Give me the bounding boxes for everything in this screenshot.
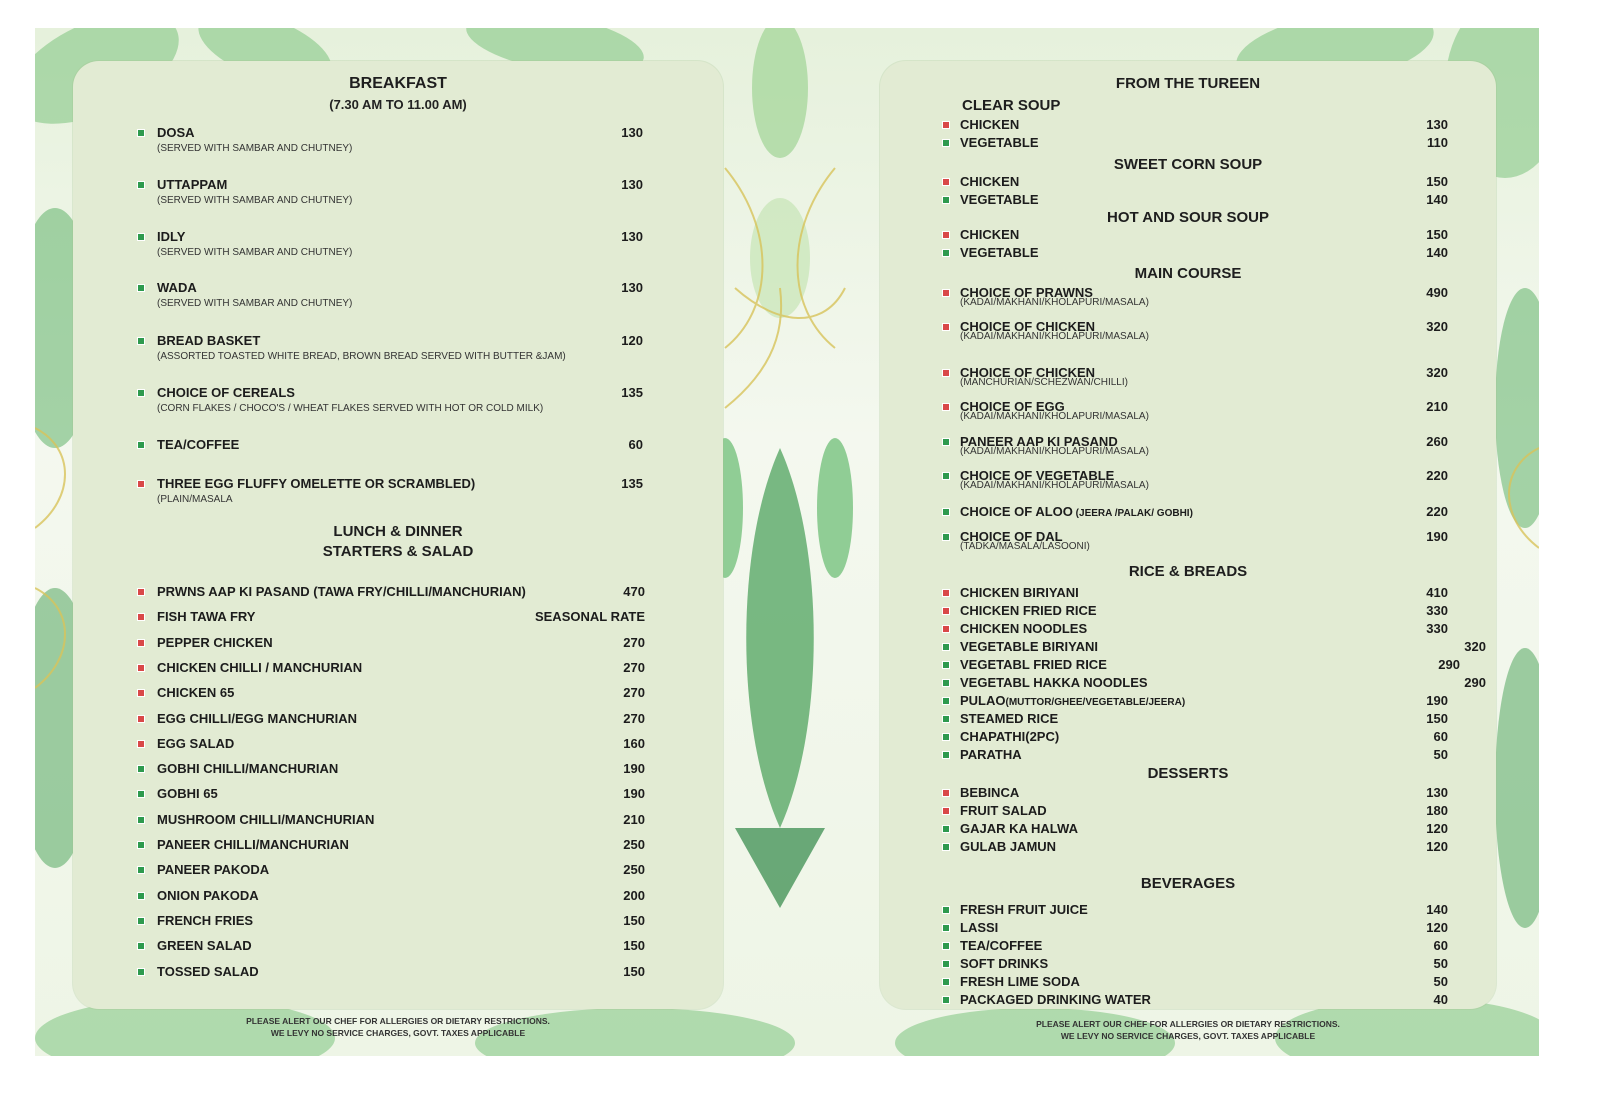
item-name: CHOICE OF CHICKEN [960, 319, 1096, 334]
veg-indicator-icon [942, 533, 950, 541]
lunch-dinner-title: LUNCH & DINNER [333, 523, 463, 540]
non-veg-indicator-icon [942, 589, 950, 597]
item-name: EGG SALAD [157, 735, 235, 751]
veg-indicator-icon [137, 337, 145, 345]
veg-indicator-icon [137, 765, 145, 773]
item-name: DOSA [157, 125, 195, 140]
item-name: CHOICE OF ALOO (JEERA /PALAK/ GOBHI) [960, 504, 1193, 519]
item-name: CHOICE OF PRAWNS [960, 285, 1093, 300]
item-name: SOFT DRINKS [960, 956, 1049, 971]
item-price: 150 [1426, 174, 1448, 189]
veg-indicator-icon [942, 697, 950, 705]
non-veg-indicator-icon [942, 369, 950, 377]
veg-indicator-icon [942, 715, 950, 723]
veg-indicator-icon [137, 181, 145, 189]
item-name: EGG CHILLI/EGG MANCHURIAN [157, 710, 358, 726]
veg-indicator-icon [942, 196, 950, 204]
item-name: PANEER CHILLI/MANCHURIAN [157, 837, 349, 852]
item-price: 140 [1426, 245, 1448, 260]
item-price: 320 [1464, 639, 1486, 654]
item-name: BEBINCA [960, 785, 1020, 800]
veg-indicator-icon [942, 996, 950, 1004]
item-name: STEAMED RICE [960, 711, 1059, 726]
item-price: 110 [1427, 135, 1448, 150]
item-price: 135 [621, 385, 643, 400]
left-footer-allergy-note: PLEASE ALERT OUR CHEF FOR ALLERGIES OR DIETARY RESTRICTIONS. [246, 1016, 550, 1026]
item-price: 250 [623, 837, 645, 852]
item-description: (PLAIN/MASALA [157, 494, 233, 505]
item-name: PEPPER CHICKEN [157, 634, 273, 650]
beverages-title: BEVERAGES [1140, 875, 1236, 892]
veg-indicator-icon [137, 841, 145, 849]
item-price: 135 [621, 476, 643, 491]
item-price: 130 [1426, 117, 1448, 132]
veg-indicator-icon [942, 843, 950, 851]
item-description: (MANCHURIAN/SCHEZWAN/CHILLI) [960, 377, 1128, 388]
item-name: TEA/COFFEE [960, 938, 1043, 953]
veg-indicator-icon [137, 866, 145, 874]
item-description: (SERVED WITH SAMBAR AND CHUTNEY) [157, 195, 353, 206]
item-price: 150 [1426, 227, 1448, 242]
item-description: (KADAI/MAKHANI/KHOLAPURI/MASALA) [960, 411, 1149, 422]
item-price: 190 [1426, 529, 1448, 544]
item-price: 270 [623, 659, 645, 675]
non-veg-indicator-icon [942, 789, 950, 797]
non-veg-indicator-icon [942, 289, 950, 297]
item-name: TEA/COFFEE [157, 437, 240, 452]
left-menu-panel [73, 61, 723, 1009]
item-price: 210 [623, 811, 645, 827]
item-description: (SERVED WITH SAMBAR AND CHUTNEY) [157, 247, 353, 258]
item-price: 180 [1426, 803, 1448, 818]
hot-sour-soup-title: HOT AND SOUR SOUP [1107, 209, 1269, 226]
veg-indicator-icon [137, 942, 145, 950]
item-price: 40 [1433, 992, 1448, 1007]
item-price: 50 [1433, 747, 1448, 762]
veg-indicator-icon [137, 968, 145, 976]
veg-indicator-icon [942, 978, 950, 986]
item-name: PACKAGED DRINKING WATER [960, 992, 1151, 1007]
item-name: CHOICE OF DAL [960, 529, 1063, 544]
item-price: 140 [1426, 192, 1448, 207]
item-name: ONION PAKODA [157, 887, 259, 903]
item-name: LASSI [960, 920, 999, 935]
item-name: FRENCH FRIES [157, 912, 254, 928]
non-veg-indicator-icon [942, 178, 950, 186]
item-description: (KADAI/MAKHANI/KHOLAPURI/MASALA) [960, 480, 1149, 491]
item-price: 140 [1426, 902, 1448, 917]
item-name: VEGETABLE [960, 192, 1039, 207]
non-veg-indicator-icon [942, 807, 950, 815]
item-name: PULAO(MUTTOR/GHEE/VEGETABLE/JEERA) [960, 693, 1186, 708]
item-name: GAJAR KA HALWA [960, 821, 1078, 836]
veg-indicator-icon [942, 906, 950, 914]
item-name: MUSHROOM CHILLI/MANCHURIAN [157, 811, 375, 827]
veg-indicator-icon [137, 917, 145, 925]
item-name: TOSSED SALAD [157, 963, 259, 979]
item-price: 120 [621, 333, 643, 348]
item-name: UTTAPPAM [157, 177, 228, 192]
item-price: 150 [623, 912, 645, 928]
item-description: (KADAI/MAKHANI/KHOLAPURI/MASALA) [960, 446, 1149, 457]
item-name: CHICKEN [960, 117, 1020, 132]
item-description: (TADKA/MASALA/LASOONI) [960, 541, 1090, 552]
item-description: (KADAI/MAKHANI/KHOLAPURI/MASALA) [960, 297, 1149, 308]
item-price: SEASONAL RATE [534, 609, 645, 625]
item-price: 200 [623, 887, 645, 903]
item-price: 320 [1426, 319, 1448, 334]
non-veg-indicator-icon [137, 715, 145, 723]
item-price: 330 [1426, 621, 1448, 636]
item-name: CHAPATHI(2PC) [960, 729, 1060, 744]
item-price: 290 [1438, 657, 1460, 672]
item-price: 220 [1426, 468, 1448, 483]
item-name: THREE EGG FLUFFY OMELETTE OR SCRAMBLED) [157, 476, 476, 491]
item-name: FRESH LIME SODA [960, 974, 1080, 989]
item-name: BREAD BASKET [157, 333, 261, 348]
item-name: FRESH FRUIT JUICE [960, 902, 1088, 917]
right-footer-tax-note: WE LEVY NO SERVICE CHARGES, GOVT. TAXES APPLICABLE [1060, 1031, 1316, 1041]
veg-indicator-icon [137, 892, 145, 900]
item-description: (SERVED WITH SAMBAR AND CHUTNEY) [157, 298, 353, 309]
item-price: 120 [1426, 821, 1448, 836]
item-price: 210 [1426, 399, 1448, 414]
non-veg-indicator-icon [942, 403, 950, 411]
non-veg-indicator-icon [942, 607, 950, 615]
item-price: 160 [623, 735, 645, 751]
item-name: CHOICE OF EGG [960, 399, 1065, 414]
veg-indicator-icon [942, 139, 950, 147]
item-price: 50 [1433, 956, 1448, 971]
item-name: GOBHI 65 [157, 786, 218, 802]
starters-salad-title: STARTERS & SALAD [322, 543, 474, 560]
rice-breads-title: RICE & BREADS [1128, 563, 1248, 580]
item-name: IDLY [157, 229, 186, 244]
veg-indicator-icon [137, 389, 145, 397]
item-price: 270 [623, 634, 645, 650]
item-price: 270 [623, 685, 645, 701]
main-course-title: MAIN COURSE [1134, 265, 1242, 282]
item-name: CHICKEN CHILLI / MANCHURIAN [157, 659, 363, 675]
veg-indicator-icon [137, 129, 145, 137]
item-price: 50 [1433, 974, 1448, 989]
item-description: (KADAI/MAKHANI/KHOLAPURI/MASALA) [960, 331, 1149, 342]
non-veg-indicator-icon [137, 613, 145, 621]
veg-indicator-icon [942, 661, 950, 669]
item-price: 330 [1426, 603, 1448, 618]
breakfast-title: BREAKFAST [349, 75, 447, 92]
item-name: CHICKEN FRIED RICE [960, 603, 1097, 618]
item-description: (CORN FLAKES / CHOCO'S / WHEAT FLAKES SERVED WITH HOT OR COLD MILK) [157, 403, 544, 414]
item-price: 60 [1433, 729, 1448, 744]
item-description: (ASSORTED TOASTED WHITE BREAD, BROWN BREAD SERVED WITH BUTTER &JAM) [157, 351, 566, 362]
breakfast-hours: (7.30 AM TO 11.00 AM) [329, 97, 467, 112]
item-price: 130 [1426, 785, 1448, 800]
non-veg-indicator-icon [942, 231, 950, 239]
item-name: CHICKEN BIRIYANI [960, 585, 1079, 600]
non-veg-indicator-icon [942, 625, 950, 633]
veg-indicator-icon [942, 438, 950, 446]
item-price: 130 [621, 177, 643, 192]
item-name: PANEER AAP KI PASAND [960, 434, 1118, 449]
item-name: VEGETABL HAKKA NOODLES [960, 675, 1148, 690]
veg-indicator-icon [942, 472, 950, 480]
veg-indicator-icon [137, 233, 145, 241]
non-veg-indicator-icon [137, 480, 145, 488]
item-name: PANEER PAKODA [157, 862, 270, 878]
veg-indicator-icon [137, 284, 145, 292]
veg-indicator-icon [942, 751, 950, 759]
item-price: 60 [1433, 938, 1448, 953]
item-price: 150 [623, 938, 645, 954]
item-price: 120 [1426, 920, 1448, 935]
veg-indicator-icon [942, 508, 950, 516]
item-price: 130 [621, 229, 643, 244]
non-veg-indicator-icon [942, 121, 950, 129]
item-price: 250 [623, 862, 645, 878]
item-name: GULAB JAMUN [960, 839, 1057, 854]
item-price: 190 [623, 786, 645, 802]
item-price: 410 [1426, 585, 1448, 600]
item-price: 130 [621, 125, 643, 140]
item-name: CHOICE OF CHICKEN [960, 365, 1096, 380]
item-name: FISH TAWA FRY [157, 609, 256, 625]
veg-indicator-icon [942, 924, 950, 932]
item-options-inline: (MUTTOR/GHEE/VEGETABLE/JEERA) [1005, 697, 1186, 708]
item-name: VEGETABL FRIED RICE [960, 657, 1107, 672]
item-name: CHICKEN [960, 227, 1020, 242]
clear-soup-title: CLEAR SOUP [962, 97, 1061, 114]
item-name: CHOICE OF VEGETABLE [960, 468, 1115, 483]
veg-indicator-icon [942, 942, 950, 950]
item-name: PRWNS AAP KI PASAND (TAWA FRY/CHILLI/MANCHURIAN) [157, 584, 526, 599]
veg-indicator-icon [942, 249, 950, 257]
non-veg-indicator-icon [942, 323, 950, 331]
desserts-title: DESSERTS [1147, 765, 1229, 782]
veg-indicator-icon [942, 733, 950, 741]
item-price: 150 [1426, 711, 1448, 726]
item-name: CHOICE OF CEREALS [157, 385, 295, 400]
veg-indicator-icon [942, 960, 950, 968]
item-name: GREEN SALAD [157, 938, 252, 954]
item-name: VEGETABLE [960, 245, 1039, 260]
item-price: 60 [628, 437, 643, 452]
veg-indicator-icon [137, 790, 145, 798]
item-name: VEGETABLE [960, 135, 1039, 150]
non-veg-indicator-icon [137, 639, 145, 647]
item-price: 220 [1426, 504, 1448, 519]
item-name: FRUIT SALAD [960, 803, 1047, 818]
item-price: 130 [621, 280, 643, 295]
item-price: 490 [1426, 285, 1448, 300]
non-veg-indicator-icon [137, 689, 145, 697]
left-footer-tax-note: WE LEVY NO SERVICE CHARGES, GOVT. TAXES APPLICABLE [270, 1028, 526, 1038]
item-name: PARATHA [960, 747, 1022, 762]
item-description: (SERVED WITH SAMBAR AND CHUTNEY) [157, 143, 353, 154]
item-price: 290 [1464, 675, 1486, 690]
item-price: 190 [623, 761, 645, 777]
sweet-corn-soup-title: SWEET CORN SOUP [1113, 156, 1263, 173]
item-price: 120 [1426, 839, 1448, 854]
right-menu-panel [880, 61, 1496, 1009]
item-name: CHICKEN 65 [157, 685, 235, 701]
item-name: VEGETABLE BIRIYANI [960, 639, 1098, 654]
item-price: 260 [1426, 434, 1448, 449]
item-price: 470 [623, 584, 645, 599]
non-veg-indicator-icon [137, 588, 145, 596]
veg-indicator-icon [137, 816, 145, 824]
right-footer-allergy-note: PLEASE ALERT OUR CHEF FOR ALLERGIES OR DIETARY RESTRICTIONS. [1036, 1019, 1340, 1029]
item-price: 190 [1426, 693, 1448, 708]
veg-indicator-icon [137, 441, 145, 449]
item-name: WADA [157, 280, 197, 295]
item-price: 320 [1426, 365, 1448, 380]
item-price: 150 [623, 963, 645, 979]
item-name: CHICKEN [960, 174, 1020, 189]
from-the-tureen-title: FROM THE TUREEN [1115, 75, 1261, 92]
item-name: GOBHI CHILLI/MANCHURIAN [157, 761, 339, 777]
veg-indicator-icon [942, 643, 950, 651]
menu-page [35, 28, 1539, 1056]
non-veg-indicator-icon [137, 740, 145, 748]
veg-indicator-icon [942, 825, 950, 833]
item-name: CHICKEN NOODLES [960, 621, 1088, 636]
item-price: 270 [623, 710, 645, 726]
item-options-inline: (JEERA /PALAK/ GOBHI) [1072, 508, 1193, 519]
veg-indicator-icon [942, 679, 950, 687]
non-veg-indicator-icon [137, 664, 145, 672]
